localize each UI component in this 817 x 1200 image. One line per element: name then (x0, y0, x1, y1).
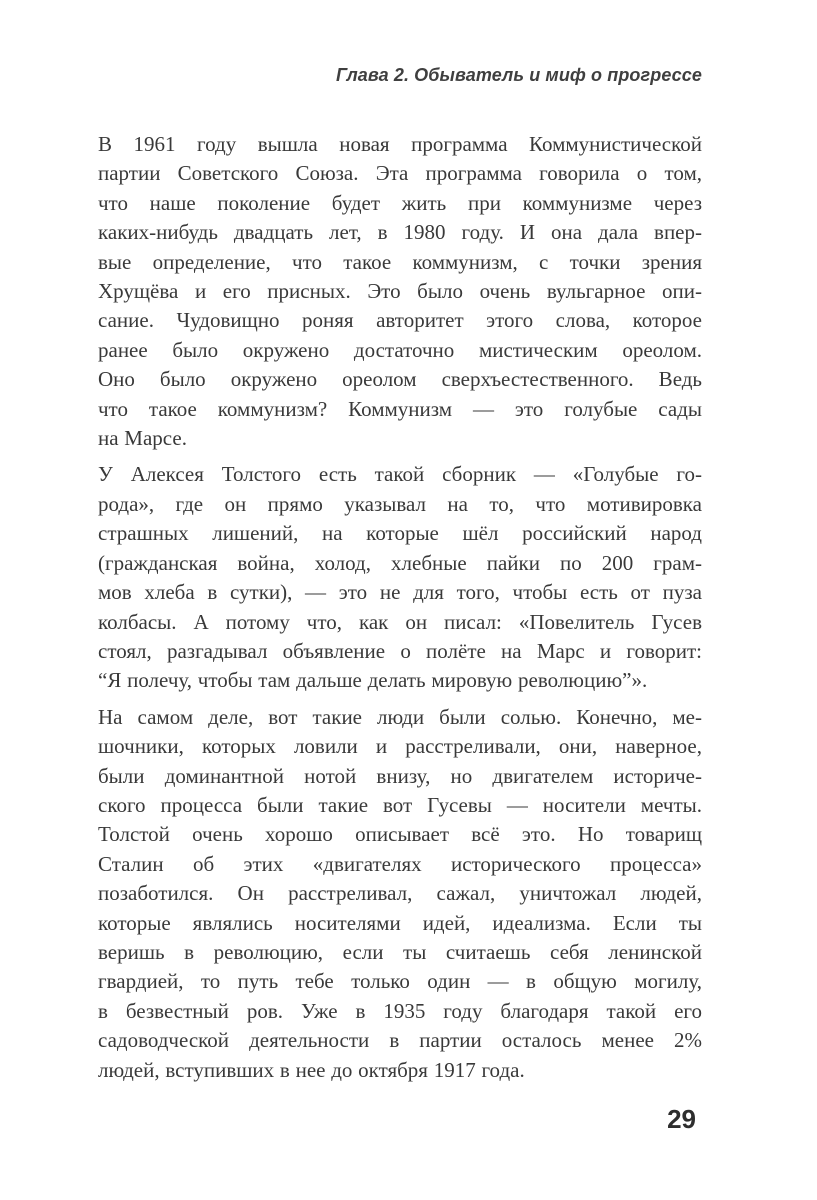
text-line: на Марсе. (98, 426, 187, 451)
text-line: ранее было окружено достаточно мистическим ореолом. (98, 337, 702, 362)
text-line: садоводческой деятельности в партии осталось менее 2% (98, 1028, 702, 1053)
text-line: что наше поколение будет жить при коммунизме через (98, 190, 702, 215)
text-line: Хрущёва и его присных. Это было очень вульгарное опи- (98, 279, 702, 304)
page-number: 29 (667, 1104, 696, 1134)
body-text (98, 130, 702, 1085)
text-line: У Алексея Толстого есть такой сборник — «Голубые го- (98, 462, 702, 487)
text-line: “Я полечу, чтобы там дальше делать мировую революцию”». (98, 668, 648, 693)
text-line: рода», где он прямо указывал на то, что мотивировка (98, 491, 702, 516)
running-header: Глава 2. Обыватель и миф о прогрессе (336, 65, 702, 85)
text-line: Оно было окружено ореолом сверхъестественного. Ведь (98, 367, 702, 392)
text-line: которые являлись носителями идей, идеализма. Если ты (98, 910, 702, 935)
text-line: шочники, которых ловили и расстреливали, они, наверное, (98, 734, 702, 759)
text-line: вые определение, что такое коммунизм, с точки зрения (98, 249, 702, 274)
text-line: каких-нибудь двадцать лет, в 1980 году. И она дала впер- (98, 220, 702, 245)
text-line: что такое коммунизм? Коммунизм — это голубые сады (98, 396, 702, 421)
text-line: партии Советского Союза. Эта программа говорила о том, (98, 161, 702, 186)
text-line: На самом деле, вот такие люди были солью. Конечно, ме- (98, 704, 702, 729)
text-line: колбасы. А потому что, как он писал: «Повелитель Гусев (98, 609, 702, 634)
text-line: страшных лишений, на которые шёл российский народ (98, 521, 702, 546)
text-line: людей, вступивших в нее до октября 1917 года. (98, 1057, 525, 1082)
text-line: ского процесса были такие вот Гусевы — носители мечты. (98, 792, 702, 817)
text-line: в безвестный ров. Уже в 1935 году благодаря такой его (98, 998, 702, 1023)
text-line: были доминантной нотой внизу, но двигателем историче- (98, 763, 702, 788)
text-line: веришь в революцию, если ты считаешь себя ленинской (98, 939, 702, 964)
paragraph (98, 460, 702, 695)
text-line: (гражданская война, холод, хлебные пайки по 200 грам- (98, 550, 702, 575)
text-line: сание. Чудовищно роняя авторитет этого слова, которое (98, 308, 702, 333)
text-line: мов хлеба в сутки), — это не для того, чтобы есть от пуза (98, 580, 702, 605)
paragraph (98, 130, 702, 453)
text-line: гвардией, то путь тебе только один — в общую могилу, (98, 969, 702, 994)
text-line: стоял, разгадывал объявление о полёте на Марс и говорит: (98, 638, 702, 663)
text-line: позаботился. Он расстреливал, сажал, уничтожал людей, (98, 881, 702, 906)
text-line: Толстой очень хорошо описывает всё это. Но товарищ (98, 822, 702, 847)
paragraph (98, 703, 702, 1085)
text-line: Сталин об этих «двигателях исторического процесса» (98, 851, 702, 876)
text-line: В 1961 году вышла новая программа Коммунистической (98, 132, 702, 156)
